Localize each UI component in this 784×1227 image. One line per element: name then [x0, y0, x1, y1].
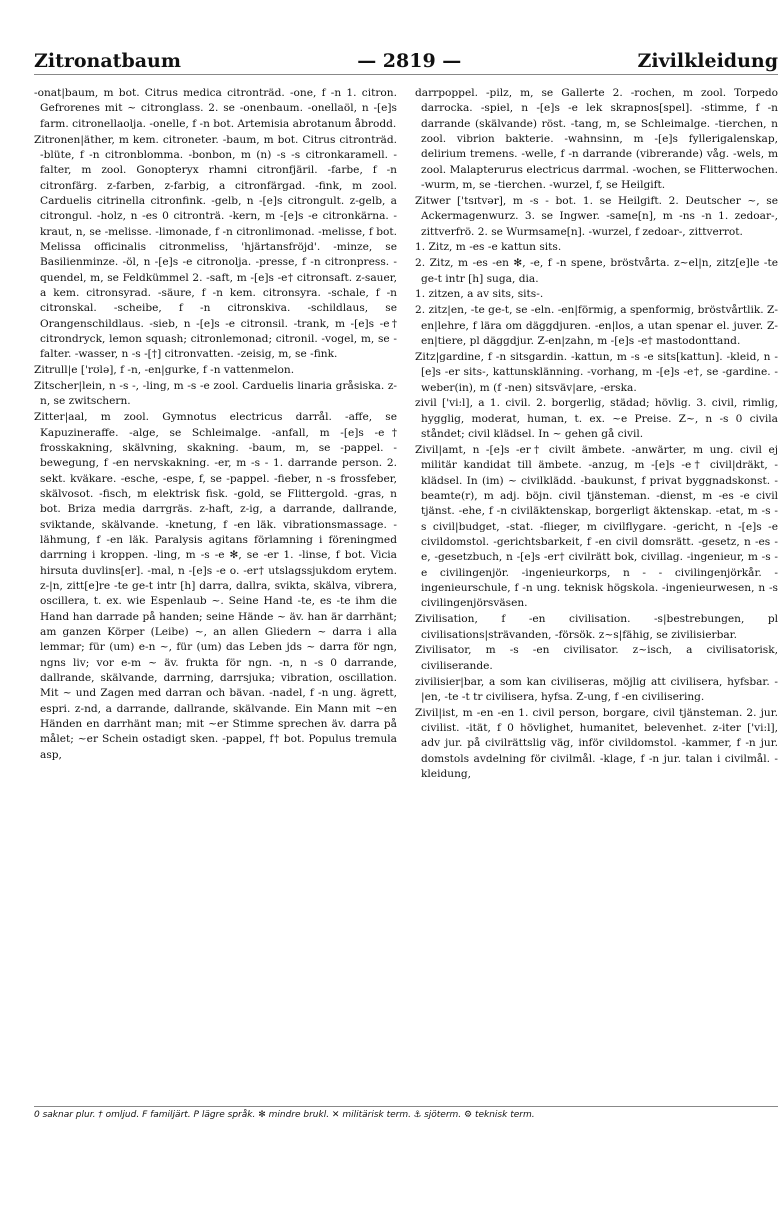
entry: darrpoppel. -pilz, m, se Gallerte 2. -rochen, m zool. Torpedo darrocka. -spiel, n -[e]s -e lek skrapnos[spel]. -stimme, f -n darrande (skälvande) röst. -tang, m, se Schleimalge. -tierchen, n zool. vibrion bakterie. -wahnsinn, m -[e]s fyllerigalenskap, delirium tremens. -welle, f -n darrande (vibrerande) våg. -wels, m zool. Malapterurus electricus darrmal. -wochen, se Flitterwochen. -wurm, m, se -tierchen. -wurzel, f, se Heilgift.	[415, 87, 778, 192]
abbreviation-legend: 0 saknar plur. † omljud. F familjärt. P lägre språk. ✻ mindre brukl. ✕ militärisk term. ⚓ sjöterm. ⚙ teknisk term.	[34, 1106, 778, 1120]
entry: Zivilisator, m -s -en civilisator. z~isch, a civilisatorisk, civiliserande.	[415, 644, 778, 672]
entry: Zitrull|e ['rʊlə], f -n, -en|gurke, f -n vattenmelon.	[34, 364, 295, 377]
right-running-headword: Zivilkleidung	[637, 50, 778, 72]
entry: Zitz|gardine, f -n sitsgardin. -kattun, m -s -e sits[kattun]. -kleid, n -[e]s -er sits-, kattunsklänning. -vorhang, m -[e]s -e†, se -gardine. -weber(in), m (f -nen) sitsväv|are, -erska.	[415, 350, 778, 394]
entry: 2. Zitz, m -es -en ✻, -e, f -n spene, bröstvårta. z~el|n, zitz[e]le -te ge-t intr [h] suga, dia.	[415, 257, 778, 285]
entry: Zitter|aal, m zool. Gymnotus electricus darrål. -affe, se Kapuzineraffe. -alge, se Schleimalge. -anfall, m -[e]s -e† frosskakning, skälvning, skakning. -baum, m, se -pappel. -bewegung, f -en nervskakning. -er, m -s - 1. darrande person. 2. sekt. kväkare. -esche, -espe, f, se -pappel. -fieber, n -s frossfeber, skälvosot. -fisch, m elektrisk fisk. -gold, se Flittergold. -gras, n bot. Briza media darrgräs. z-haft, z-ig, a darrande, dallrande, sviktande, skälvande. -knetung, f -en läk. vibrationsmassage. -lähmung, f -en läk. Paralysis agitans förlamning i föreningmed darrning i kroppen. -ling, m -s -e ✻, se -er 1. -linse, f bot. Vicia hirsuta duvlins[er]. -mal, n -[e]s -e o. -er† utslagssjukdom erytem. z-|n, zitt[e]re -te ge-t intr [h] darra, dallra, svikta, skälva, vibrera, oscillera, t. ex. wie Espenlaub ~. Seine Hand -te, es -te ihm die Hand han darrade på handen; seine Hände ~ äv. han är darrhänt; am ganzen Körper (Leibe) ~, an allen Gliedern ~ darra i alla lemmar; für (um) e-n ~, für (um) das Leben jds ~ darra för ngn, ngns liv; vor e-m ~ äv. frukta för ngn. -n, n -s 0 darrande, dallrande, skälvande, darrning, darrsjuka; vibration, oscillation. Mit ~ und Zagen med darran och bävan. -nadel, f -n ung. ägrett, espri. z-nd, a darrande, dallrande, skälvande. Ein Mann mit ~en Händen en darrhänt man; mit ~er Stimme sprechen äv. darra på målet; ~er Schein ostadigt sken. -pappel, f† bot. Populus tremula asp,	[34, 411, 397, 761]
entry: Zitscher|lein, n -s -, -ling, m -s -e zool. Carduelis linaria gråsiska. z-n, se zwitschern.	[34, 380, 397, 408]
entry: 1. Zitz, m -es -e kattun sits.	[415, 241, 562, 254]
entry: 2. zitz|en, -te ge-t, se -eln. -en|förmig, a spenformig, bröstvårtlik. Z-en|lehre, f lära om däggdjuren. -en|los, a utan spenar el. juver. Z-en|tiere, pl däggdjur. Z-en|zahn, m -[e]s -e† mastodonttand.	[415, 304, 778, 347]
entry: Zivilisation, f -en civilisation. -s|bestrebungen, pl civilisations|strävanden, -försök. z~s|fähig, se zivilisierbar.	[415, 613, 778, 641]
page-number: — 2819 —	[357, 50, 462, 72]
left-running-headword: Zitronatbaum	[34, 50, 181, 72]
dictionary-body	[34, 86, 778, 1100]
entry: Zivil|amt, n -[e]s -er† civilt ämbete. -anwärter, m ung. civil ej militär kandidat till ämbete. -anzug, m -[e]s -e† civil|dräkt, -klädsel. In (im) ~ civilklädd. -baukunst, f privat byggnadskonst. -beamte(r), m adj. böjn. civil tjänsteman. -dienst, m -es -e civil tjänst. -ehe, f -n civiläktenskap, borgerligt äktenskap. -etat, m -s -s civil|budget, -stat. -flieger, m civilflygare. -gericht, n -[e]s -e civildomstol. -gerichtsbarkeit, f -en civil domsrätt. -gesetz, n -es -e, -gesetzbuch, n -[e]s -er† civilrätt bok, civillag. -ingenieur, m -s -e civilingenjör. -ingenieurkorps, n - - civilingenjörkår. -ingenieurschule, f -n ung. teknisk högskola. -ingenieurwesen, n -s civilingenjörsväsen.	[415, 443, 778, 610]
entry: -onat|baum, m bot. Citrus medica citronträd. -one, f -n 1. citron. Gefrorenes mit ~ citronglass. 2. se -onenbaum. -onellaöl, n -[e]s farm. citronellaolja. -onelle, f -n bot. Artemisia abrotanum åbrodd.	[34, 87, 397, 130]
right-column	[415, 86, 778, 1100]
entry: Zivil|ist, m -en -en 1. civil person, borgare, civil tjänsteman. 2. jur. civilist. -ität, f 0 hövlighet, humanitet, belevenhet. z-iter ['vi:l], adv jur. på civilrättslig väg, inför civildomstol. -kammer, f -n jur. domstols avdelning för civilmål. -klage, f -n jur. talan i civilmål. -kleidung,	[415, 706, 778, 781]
entry: zivil ['vi:l], a 1. civil. 2. borgerlig, städad; hövlig. 3. civil, rimlig, hygglig, moderat, human, t. ex. ~e Preise. Z~, n -s 0 civila ståndet; civil klädsel. In ~ gehen gå civil.	[415, 397, 778, 441]
entry: 1. zitzen, a av sits, sits-.	[415, 288, 544, 301]
entry: zivilisier|bar, a som kan civiliseras, möjlig att civilisera, hyfsbar. -|en, -te -t tr civilisera, hyfsa. Z-ung, f -en civilisering.	[415, 675, 778, 703]
page-header	[34, 42, 778, 75]
entry: Zitwer ['tsɪtvər], m -s - bot. 1. se Heilgift. 2. Deutscher ~, se Ackermagenwurz. 3. se Ingwer. -same[n], m -ns -n 1. zedoar-, zittverfrö. 2. se Wurmsame[n]. -wurzel, f zedoar-, zittverrot.	[415, 194, 778, 238]
entry: Zitronen|äther, m kem. citroneter. -baum, m bot. Citrus citronträd. -blüte, f -n citronblomma. -bonbon, m (n) -s -s citronkaramell. -falter, m zool. Gonopteryx rhamni citronfjäril. -farbe, f -n citronfärg. z-farben, z-farbig, a citronfärgad. -fink, m zool. Carduelis citrinella citronfink. -gelb, n -[e]s citrongult. z-gelb, a citrongul. -holz, n -es 0 citronträ. -kern, m -[e]s -e citronkärna. -kraut, n, se -melisse. -limonade, f -n citronlimonad. -melisse, f bot. Melissa officinalis citronmeliss, 'hjärtansfröjd'. -minze, se Basilienminze. -öl, n -[e]s -e citronolja. -presse, f -n citronpress. -quendel, m, se Feldkümmel 2. -saft, m -[e]s -e† citronsaft. z-sauer, a kem. citronsyrad. -säure, f -n kem. citronsyra. -schale, f -n citronskal. -scheibe, f -n citronskiva. -schildlaus, se Orangenschildlaus. -sieb, n -[e]s -e citronsil. -trank, m -[e]s -e† citrondryck, lemon squash; citronlemonad; citronil. -vogel, m, se -falter. -wasser, n -s -[†] citronvatten. -zeisig, m, se -fink.	[34, 133, 397, 361]
left-column	[34, 86, 397, 1100]
